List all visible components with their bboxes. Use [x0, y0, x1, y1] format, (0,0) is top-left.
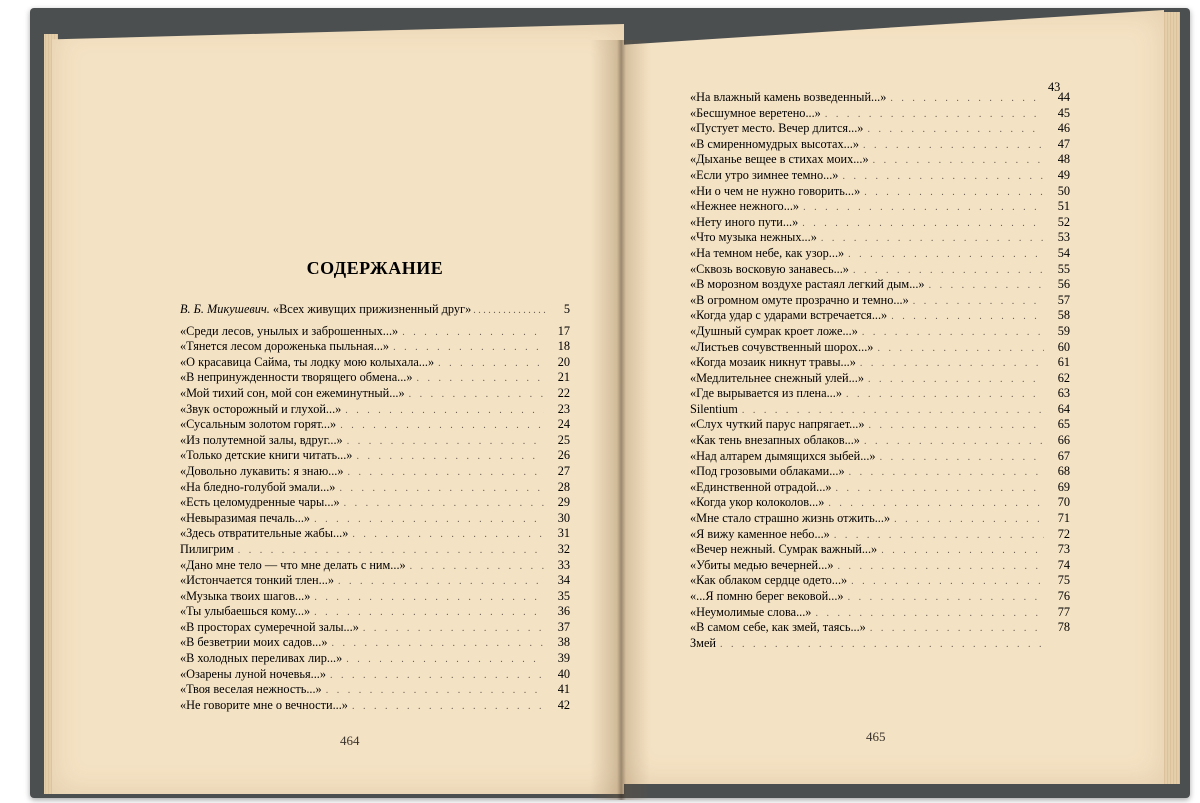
toc-entry-title: «Сусальным золотом горят...» [180, 417, 337, 432]
toc-entry-page: 62 [1057, 370, 1070, 385]
toc-entry [180, 526, 570, 542]
toc-entry-page: 33 [557, 557, 570, 572]
toc-entry-title: «На влажный камень возведенный...» [690, 90, 887, 104]
toc-list-left [180, 302, 570, 713]
toc-entry-title: «Под грозовыми облаками...» [690, 464, 845, 479]
toc-entry [180, 635, 570, 651]
toc-entry-page: 65 [1057, 417, 1070, 432]
toc-entry [690, 558, 1070, 574]
toc-entry-page: 58 [1057, 308, 1070, 323]
toc-entry-page: 56 [1057, 277, 1070, 292]
toc-entry-page: 55 [1057, 261, 1070, 276]
toc-entry-title: «В непринужденности творящего обмена...» [180, 370, 413, 385]
toc-entry-title: «Невыразимая печаль...» [180, 510, 311, 525]
toc-entry-title: Змей [690, 635, 716, 650]
toc-entry-page: 72 [1057, 526, 1070, 541]
toc-entry-title: «Когда мозаик никнут травы...» [690, 355, 856, 370]
toc-entry-title: «На темном небе, как узор...» [690, 245, 845, 260]
toc-entry [690, 293, 1070, 309]
dot-leader [742, 403, 1044, 419]
toc-entry-title: «Твоя веселая нежность...» [180, 682, 322, 697]
toc-entry-page: 63 [1057, 386, 1070, 401]
toc-entry-title: «Озарены луной ночевья...» [180, 666, 327, 681]
toc-entry-page: 27 [557, 463, 570, 478]
toc-entry-title: «Звук осторожный и глухой...» [180, 401, 342, 416]
toc-entry-page: 28 [557, 479, 570, 494]
toc-entry-page: 61 [1057, 355, 1070, 370]
toc-entry-title: «Я вижу каменное небо...» [690, 526, 830, 541]
toc-entry [690, 168, 1070, 184]
toc-entry [180, 558, 570, 574]
toc-list-right [690, 90, 1070, 651]
toc-entry-title: «Ни о чем не нужно говорить...» [690, 183, 861, 198]
toc-entry-title: «Вечер нежный. Сумрак важный...» [690, 542, 878, 557]
dot-leader [862, 325, 1044, 341]
toc-entry [690, 449, 1070, 465]
dot-leader [877, 341, 1044, 357]
dot-leader [417, 371, 544, 387]
toc-entry-title: «Тянется лесом дороженька пыльная...» [180, 339, 390, 354]
toc-entry-title: «Мне стало страшно жизнь отжить...» [690, 511, 891, 526]
dot-leader [838, 559, 1045, 575]
toc-entry-page: 70 [1057, 495, 1070, 510]
toc-entry [690, 262, 1070, 278]
dot-leader [880, 450, 1044, 466]
toc-entry [690, 386, 1070, 402]
toc-entry-page: 45 [1057, 105, 1070, 120]
toc-entry-page: 59 [1057, 323, 1070, 338]
toc-entry [180, 370, 570, 386]
toc-entry [690, 527, 1070, 543]
toc-entry-page: 71 [1057, 511, 1070, 526]
toc-entry [690, 90, 1070, 106]
dot-leader [326, 683, 544, 699]
dot-leader [339, 481, 544, 497]
toc-entry-page: 26 [557, 448, 570, 463]
toc-entry-page: 17 [557, 323, 570, 338]
dot-leader [864, 185, 1044, 201]
toc-entry [180, 542, 570, 558]
toc-entry-page: 53 [1057, 230, 1070, 245]
toc-entry-page: 60 [1057, 339, 1070, 354]
toc-entry-page: 40 [557, 666, 570, 681]
page-number-right: 465 [866, 729, 886, 744]
toc-entry-title: «Как тень внезапных облаков...» [690, 433, 860, 448]
dot-leader [803, 200, 1044, 216]
dot-leader [853, 263, 1044, 279]
toc-entry [180, 620, 570, 636]
toc-entry [180, 589, 570, 605]
toc-entry [180, 511, 570, 527]
toc-entry-title: «Что музыка нежных...» [690, 230, 817, 245]
toc-entry [180, 604, 570, 620]
dot-leader [393, 340, 544, 356]
toc-entry-title: «Истончается тонкий тлен...» [180, 573, 335, 588]
page-number-left: 464 [340, 733, 360, 748]
dot-leader [348, 465, 544, 481]
dot-leader [891, 309, 1044, 325]
toc-entry-title: «Сквозь восковую занавесь...» [690, 261, 849, 276]
dot-leader [848, 247, 1044, 263]
toc-entry [180, 495, 570, 511]
toc-entry-author: В. Б. Микушевич. [180, 302, 270, 316]
toc-entry-title: «В просторах сумеречной залы...» [180, 619, 359, 634]
toc-entry-title: «Только детские книги читать...» [180, 448, 353, 463]
toc-entry [180, 402, 570, 418]
dot-leader [842, 169, 1044, 185]
toc-entry-title: «В морозном воздухе растаял легкий дым...» [690, 277, 925, 292]
toc-entry-page: 32 [557, 541, 570, 556]
toc-entry-title: «Из полутемной залы, вдруг...» [180, 432, 343, 447]
toc-entry-title: «Нету иного пути...» [690, 214, 799, 229]
toc-entry [690, 589, 1070, 605]
toc-entry [180, 324, 570, 340]
toc-entry-title: «Дано мне тело — что мне делать с ним...» [180, 557, 406, 572]
dot-leader [929, 278, 1044, 294]
toc-entry [690, 215, 1070, 231]
toc-entry [690, 402, 1070, 418]
toc-entry [180, 682, 570, 698]
toc-entry-page: 64 [1057, 401, 1070, 416]
toc-entry-title [180, 302, 471, 318]
toc-entry [690, 355, 1070, 371]
dot-leader [881, 543, 1044, 559]
toc-entry-title: «Листьев сочувственный шорох...» [690, 339, 874, 354]
toc-entry-title: «Душный сумрак кроет ложе...» [690, 323, 858, 338]
toc-entry-title: Пилигрим [180, 541, 234, 556]
toc-entry [690, 495, 1070, 511]
toc-entry-page: 37 [557, 619, 570, 634]
dot-leader [473, 303, 546, 319]
dot-leader [863, 138, 1044, 154]
toc-entry-title: «Довольно лукавить: я знаю...» [180, 463, 344, 478]
toc-entry [180, 464, 570, 480]
toc-entry-page: 48 [1057, 152, 1070, 167]
toc-entry [180, 698, 570, 714]
toc-entry-title: «Ты улыбаешься кому...» [180, 604, 311, 619]
toc-entry-title-text: «Всех живущих прижизненный друг» [272, 302, 472, 316]
dot-leader [846, 387, 1044, 403]
toc-entry [690, 511, 1070, 527]
toc-entry-title: «Мой тихий сон, мой сон ежеминутный...» [180, 385, 405, 400]
dot-leader [314, 512, 544, 528]
dot-leader [352, 527, 544, 543]
toc-entry-page: 39 [557, 651, 570, 666]
dot-leader [356, 449, 544, 465]
toc-entry-page: 74 [1057, 557, 1070, 572]
dot-leader [410, 559, 544, 575]
top-page-number: 43 [1048, 80, 1061, 94]
dot-leader [238, 543, 544, 559]
toc-entry-page: 78 [1057, 620, 1070, 635]
toc-entry-title: «Не говорите мне о вечности...» [180, 697, 348, 712]
toc-entry [180, 355, 570, 371]
dot-leader [330, 668, 544, 684]
toc-entry [180, 302, 570, 318]
toc-entry [690, 137, 1070, 153]
toc-entry-title: «Где вырывается из плена...» [690, 386, 842, 401]
toc-entry-title: «О красавица Сайма, ты лодку мою колыхала...» [180, 354, 435, 369]
toc-entry [690, 324, 1070, 340]
dot-leader [331, 636, 544, 652]
toc-entry [690, 308, 1070, 324]
dot-leader [409, 387, 544, 403]
toc-entry [180, 651, 570, 667]
dot-leader [860, 356, 1044, 372]
toc-entry-title: «Бесшумное веретено...» [690, 105, 821, 120]
toc-entry [690, 106, 1070, 122]
toc-entry [690, 636, 1070, 652]
toc-entry-title: «В смиренномудрых высотах...» [690, 136, 859, 151]
dot-leader [868, 372, 1044, 388]
toc-entry-page: 57 [1057, 292, 1070, 307]
toc-entry-page: 67 [1057, 448, 1070, 463]
toc-entry [690, 277, 1070, 293]
toc-entry-page: 38 [557, 635, 570, 650]
dot-leader [815, 606, 1044, 622]
toc-entry-title: «Среди лесов, унылых и заброшенных...» [180, 323, 399, 338]
dot-leader [870, 621, 1044, 637]
toc-entry-page: 50 [1057, 183, 1070, 198]
toc-entry-page: 42 [557, 697, 570, 712]
toc-entry-page: 25 [557, 432, 570, 447]
toc-entry-title: «Убиты медью вечерней...» [690, 557, 834, 572]
toc-entry [180, 417, 570, 433]
toc-entry-page: 34 [557, 573, 570, 588]
toc-entry-title: «Единственной отрадой...» [690, 479, 832, 494]
toc-entry-page: 30 [557, 510, 570, 525]
toc-entry [690, 230, 1070, 246]
dot-leader [340, 418, 544, 434]
toc-entry [180, 386, 570, 402]
dot-leader [894, 512, 1044, 528]
dot-leader [869, 418, 1044, 434]
toc-entry [690, 605, 1070, 621]
toc-entry-title: «Здесь отвратительные жабы...» [180, 526, 349, 541]
toc-entry-title: «Слух чуткий парус напрягает...» [690, 417, 865, 432]
dot-leader [825, 107, 1044, 123]
toc-entry-page: 46 [1057, 121, 1070, 136]
toc-entry-title: «Медлительнее снежный улей...» [690, 370, 864, 385]
toc-entry [690, 340, 1070, 356]
dot-leader [345, 403, 544, 419]
toc-entry-title: «Неумолимые слова...» [690, 604, 812, 619]
toc-entry-page: 54 [1057, 245, 1070, 260]
toc-entry-page: 44 [1057, 90, 1070, 104]
toc-entry-page: 77 [1057, 604, 1070, 619]
dot-leader [828, 496, 1044, 512]
toc-entry [690, 121, 1070, 137]
dot-leader [873, 153, 1044, 169]
toc-entry-title: «В холодных переливах лир...» [180, 651, 343, 666]
toc-entry-page: 18 [557, 339, 570, 354]
toc-entry-page: 23 [557, 401, 570, 416]
toc-entry [690, 199, 1070, 215]
toc-entry-page: 52 [1057, 214, 1070, 229]
toc-entry [690, 246, 1070, 262]
dot-leader [352, 699, 544, 715]
toc-entry-title: «Есть целомудренные чары...» [180, 495, 340, 510]
toc-entry-page: 47 [1057, 136, 1070, 151]
toc-entry-page: 22 [557, 385, 570, 400]
toc-entry-title: «На бледно-голубой эмали...» [180, 479, 336, 494]
toc-entry [690, 542, 1070, 558]
dot-leader [363, 621, 544, 637]
toc-entry-page: 36 [557, 604, 570, 619]
toc-entry-page: 51 [1057, 199, 1070, 214]
toc-entry-page: 68 [1057, 464, 1070, 479]
toc-entry [180, 433, 570, 449]
toc-entry [690, 433, 1070, 449]
dot-leader [867, 122, 1044, 138]
dot-leader [851, 574, 1044, 590]
toc-entry [690, 184, 1070, 200]
toc-entry-title: «Нежнее нежного...» [690, 199, 800, 214]
dot-leader [314, 605, 544, 621]
dot-leader [344, 496, 544, 512]
toc-entry [690, 620, 1070, 636]
toc-entry-title: «Если утро зимнее темно...» [690, 167, 839, 182]
toc-entry-page: 69 [1057, 479, 1070, 494]
dot-leader [802, 216, 1044, 232]
toc-entry-page: 49 [1057, 167, 1070, 182]
toc-entry-page: 35 [557, 588, 570, 603]
toc-entry [690, 480, 1070, 496]
toc-entry-page: 41 [557, 682, 570, 697]
toc-entry-title: «Над алтарем дымящихся зыбей...» [690, 448, 876, 463]
toc-entry-title: «Когда удар с ударами встречается...» [690, 308, 888, 323]
toc-entry-page: 20 [557, 354, 570, 369]
toc-entry-page: 73 [1057, 542, 1070, 557]
dot-leader [849, 465, 1044, 481]
toc-entry-page: 21 [557, 370, 570, 385]
toc-entry-title: «Дыханье вещее в стихах моих...» [690, 152, 869, 167]
toc-entry-page: 76 [1057, 589, 1070, 603]
toc-entry [690, 417, 1070, 433]
dot-leader [836, 481, 1044, 497]
toc-entry [180, 339, 570, 355]
dot-leader [314, 590, 544, 606]
toc-entry [180, 573, 570, 589]
dot-leader [347, 434, 544, 450]
toc-entry [690, 464, 1070, 480]
dot-leader [834, 528, 1044, 544]
toc-entry-page: 66 [1057, 433, 1070, 448]
dot-leader [720, 637, 1044, 653]
toc-entry-title: «В безветрии моих садов...» [180, 635, 328, 650]
toc-entry-title: «Как облаком сердце одето...» [690, 573, 848, 588]
toc-entry-page: 31 [557, 526, 570, 541]
toc-entry [690, 371, 1070, 387]
toc-entry-title: «...Я помню берег вековой...» [690, 589, 844, 603]
dot-leader [402, 325, 544, 341]
toc-entry-page: 75 [1057, 573, 1070, 588]
toc-entry-title: Silentium [690, 401, 738, 416]
toc-entry-page: 5 [563, 302, 570, 316]
toc-entry [180, 667, 570, 683]
toc-entry-title: «В самом себе, как змей, таясь...» [690, 620, 866, 635]
dot-leader [864, 434, 1044, 450]
dot-leader [821, 231, 1044, 247]
dot-leader [848, 590, 1044, 606]
dot-leader [913, 294, 1044, 310]
toc-entry-title: «Когда укор колоколов...» [690, 495, 825, 510]
dot-leader [890, 91, 1044, 107]
dot-leader [438, 356, 544, 372]
dot-leader [346, 652, 544, 668]
toc-entry [690, 152, 1070, 168]
toc-entry-title: «Пустует место. Вечер длится...» [690, 121, 864, 136]
toc-entry [690, 573, 1070, 589]
toc-title: СОДЕРЖАНИЕ [306, 258, 444, 278]
dot-leader [338, 574, 544, 590]
toc-entry-title: «Музыка твоих шагов...» [180, 588, 311, 603]
toc-entry-page: 29 [557, 495, 570, 510]
toc-entry-page: 24 [557, 417, 570, 432]
toc-entry [180, 480, 570, 496]
toc-entry-title: «В огромном омуте прозрачно и темно...» [690, 292, 909, 307]
toc-entry [180, 448, 570, 464]
